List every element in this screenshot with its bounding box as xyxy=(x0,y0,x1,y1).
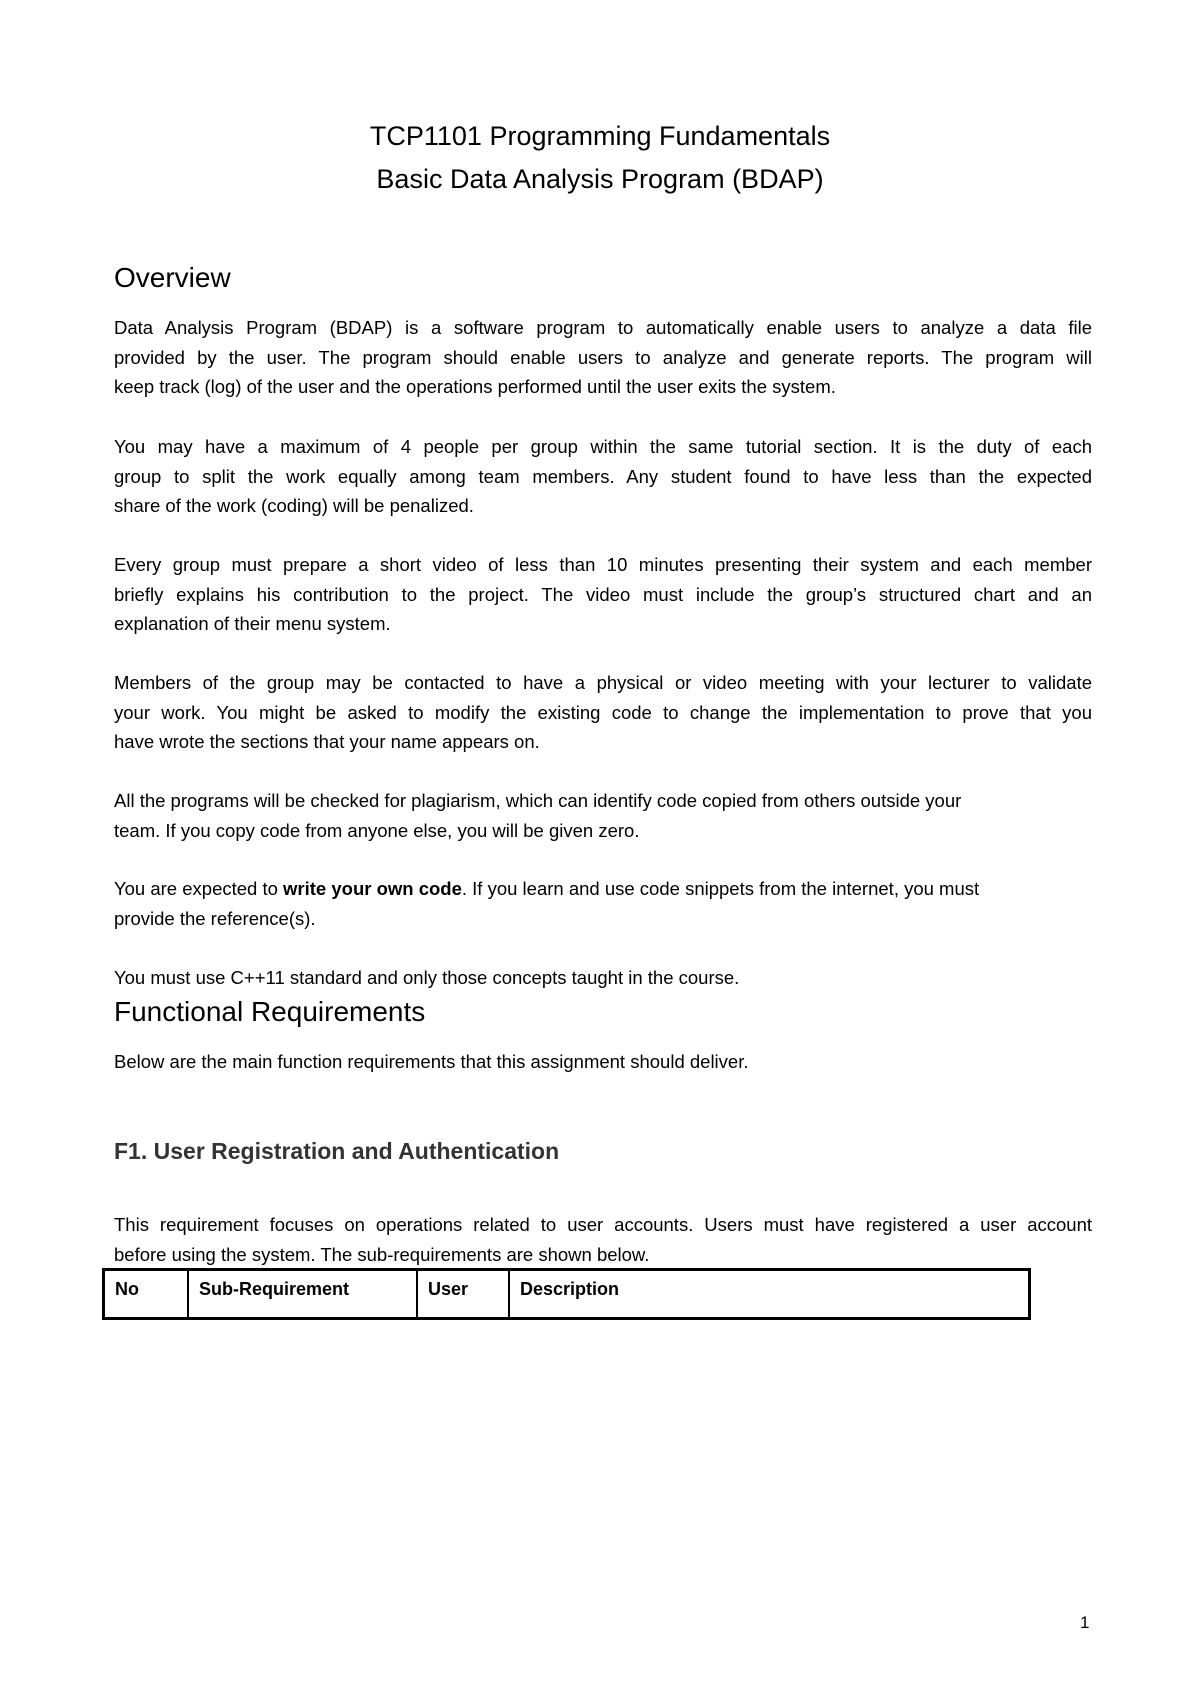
column-header-description: Description xyxy=(509,1270,1030,1319)
text-line: Members of the group may be contacted to have a physical or video meeting with your lecturer to validate xyxy=(114,672,1092,693)
course-title: TCP1101 Programming Fundamentals xyxy=(369,121,831,151)
text-line: keep track (log) of the user and the operations performed until the user exits the system. xyxy=(114,376,836,397)
text-line: provide the reference(s). xyxy=(114,907,316,929)
text-line: explanation of their menu system. xyxy=(114,613,391,634)
text-line: briefly explains his contribution to the project. The video must include the group’s structured chart and an xyxy=(114,583,1092,605)
text-fragment: . If you learn and use code snippets from the internet, you must xyxy=(461,878,980,899)
column-header-user: User xyxy=(417,1270,509,1319)
text-line: have wrote the sections that your name appears on. xyxy=(114,731,540,752)
table-header-row xyxy=(104,1270,1030,1319)
f1-paragraph xyxy=(114,1210,1092,1269)
overview-paragraph-4 xyxy=(114,668,1092,757)
text-line: This requirement focuses on operations related to user accounts. Users must have registered a user account xyxy=(114,1214,1092,1235)
text-line: You must use C++11 standard and only those concepts taught in the course. xyxy=(114,967,740,988)
overview-paragraph-3 xyxy=(114,550,1092,639)
f1-heading: F1. User Registration and Authentication xyxy=(114,1138,560,1164)
text-line: You may have a maximum of 4 people per group within the same tutorial section. It is the duty of each xyxy=(114,436,1092,457)
overview-heading: Overview xyxy=(114,262,231,293)
page-number: 1 xyxy=(1080,1613,1090,1632)
overview-paragraph-7 xyxy=(114,963,1092,993)
text-line: team. If you copy code from anyone else, you will be given zero. xyxy=(114,819,640,841)
overview-paragraph-1 xyxy=(114,313,1092,402)
column-header-sub-requirement: Sub-Requirement xyxy=(188,1270,417,1319)
text-line: your work. You might be asked to modify the existing code to change the implementation to prove that you xyxy=(114,701,1092,723)
text-fragment: You are expected to xyxy=(114,878,284,899)
text-line: provided by the user. The program should enable users to analyze and generate reports. The program will xyxy=(114,346,1092,368)
text-line: group to split the work equally among team members. Any student found to have less than the expected xyxy=(114,465,1092,487)
sub-requirements-table xyxy=(102,1268,1031,1320)
overview-paragraph-5 xyxy=(114,786,1092,845)
overview-paragraph-2 xyxy=(114,432,1092,521)
functional-intro xyxy=(114,1047,1092,1077)
emphasis-text: write your own code xyxy=(283,878,462,899)
text-line: share of the work (coding) will be penalized. xyxy=(114,495,474,516)
text-line: before using the system. The sub-requirements are shown below. xyxy=(114,1243,650,1265)
project-title: Basic Data Analysis Program (BDAP) xyxy=(376,164,824,194)
text-line: Every group must prepare a short video of less than 10 minutes presenting their system and each member xyxy=(114,554,1092,575)
overview-paragraph-6 xyxy=(114,874,1092,933)
text-line: Below are the main function requirements that this assignment should deliver. xyxy=(114,1051,749,1072)
column-header-no: No xyxy=(104,1270,189,1319)
text-line xyxy=(114,874,1092,904)
text-line: Data Analysis Program (BDAP) is a software program to automatically enable users to analyze a data file xyxy=(114,317,1092,338)
text-line: All the programs will be checked for plagiarism, which can identify code copied from others outside your xyxy=(114,790,962,811)
functional-requirements-heading: Functional Requirements xyxy=(114,996,426,1027)
